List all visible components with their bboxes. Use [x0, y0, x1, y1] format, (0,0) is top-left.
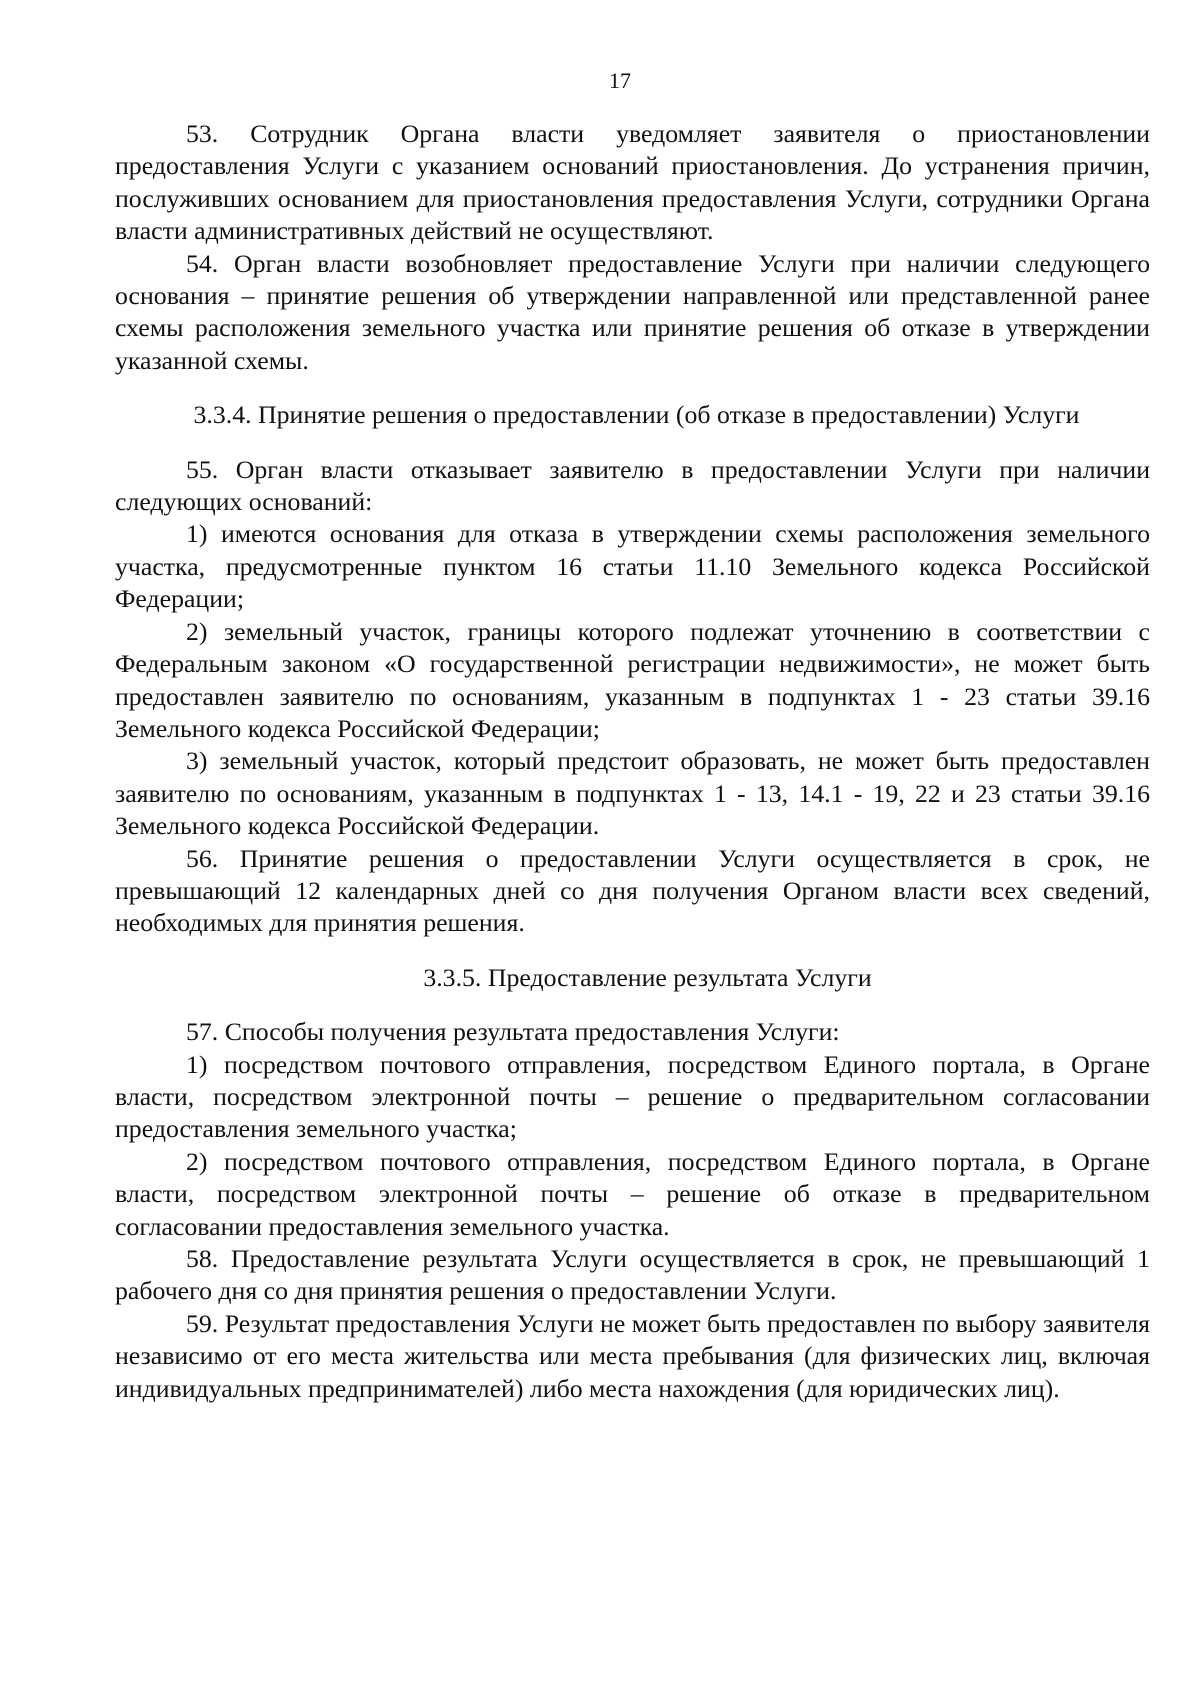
section-heading-3-3-5: 3.3.5. Предоставление результата Услуги [423, 962, 872, 992]
paragraph-57: 57. Способы получения результата предоставления Услуги: [186, 1017, 840, 1047]
paragraph-54: 54. Орган власти возобновляет предоставление Услуги при наличии следующего основания – принятие решения об утверждении направленной или представленной ранее схемы расположения земельного участка или принятие решения об отказе в утверждении указанной схемы. [115, 248, 1150, 375]
document-body [115, 118, 1150, 1405]
paragraph-53: 53. Сотрудник Органа власти уведомляет заявителя о приостановлении предоставления Услуги с указанием оснований приостановления. До устранения причин, послуживших основанием для приостановления предоставления Услуги, сотрудники Органа власти административных действий не осуществляют. [115, 119, 1150, 246]
page-number: 17 [609, 68, 631, 93]
paragraph-58: 58. Предоставление результата Услуги осуществляется в срок, не превышающий 1 рабочего дня со дня принятия решения о предоставлении Услуги. [115, 1244, 1150, 1306]
paragraph-55-item-3: 3) земельный участок, который предстоит образовать, не может быть предоставлен заявителю по основаниям, указанным в подпунктах 1 - 13, 14.1 - 19, 22 и 23 статьи 39.16 Земельного кодекса Российской Федерации. [115, 746, 1150, 841]
section-heading-3-3-4: 3.3.4. Принятие решения о предоставлении (об отказе в предоставлении) Услуги [193, 400, 1080, 430]
paragraph-57-item-1: 1) посредством почтового отправления, посредством Единого портала, в Органе власти, посредством электронной почты – решение о предварительном согласовании предоставления земельного участка; [115, 1049, 1150, 1144]
paragraph-55-item-1: 1) имеются основания для отказа в утверждении схемы расположения земельного участка, предусмотренные пунктом 16 статьи 11.10 Земельного кодекса Российской Федерации; [115, 519, 1150, 614]
paragraph-55: 55. Орган власти отказывает заявителю в предоставлении Услуги при наличии следующих оснований: [115, 454, 1150, 517]
paragraph-56: 56. Принятие решения о предоставлении Услуги осуществляется в срок, не превышающий 12 календарных дней со дня получения Органом власти всех сведений, необходимых для принятия решения. [115, 843, 1150, 938]
paragraph-59: 59. Результат предоставления Услуги не может быть предоставлен по выбору заявителя независимо от его места жительства или места пребывания (для физических лиц, включая индивидуальных предпринимателей) либо места нахождения (для юридических лиц). [115, 1308, 1150, 1403]
paragraph-57-item-2: 2) посредством почтового отправления, посредством Единого портала, в Органе власти, посредством электронной почты – решение об отказе в предварительном согласовании предоставления земельного участка. [115, 1146, 1150, 1241]
paragraph-55-item-2: 2) земельный участок, границы которого подлежат уточнению в соответствии с Федеральным законом «О государственной регистрации недвижимости», не может быть предоставлен заявителю по основаниям, указанным в подпунктах 1 - 23 статьи 39.16 Земельного кодекса Российской Федерации; [115, 616, 1150, 743]
